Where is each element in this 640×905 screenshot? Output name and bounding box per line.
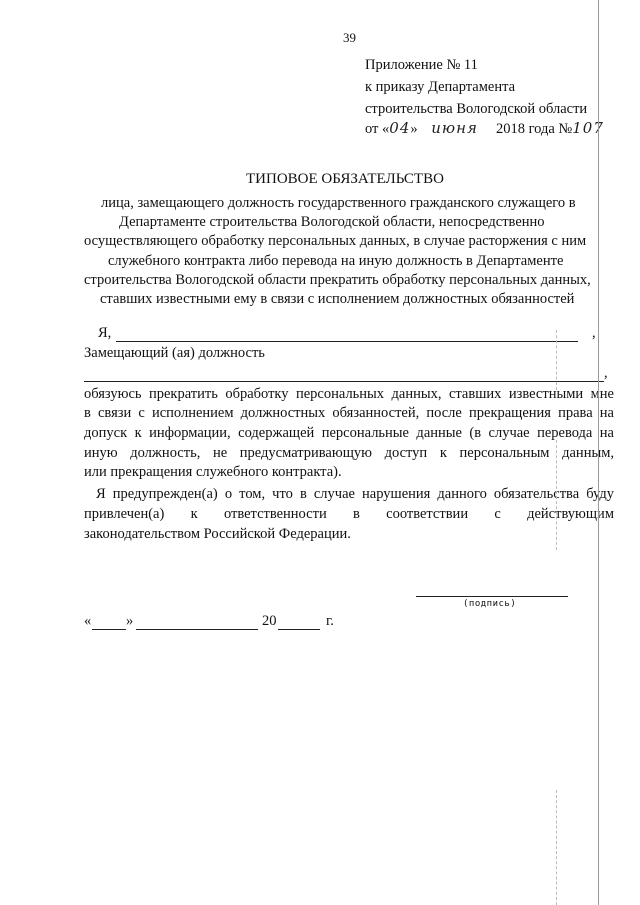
position-field-comma: , (604, 365, 608, 381)
appendix-department-line: строительства Вологодской области (365, 101, 588, 117)
i-label: Я, (98, 325, 112, 341)
position-label: Замещающий (ая) должность (84, 345, 265, 361)
subtitle-line: служебного контракта либо перевода на иную должность в Департаменте (108, 253, 564, 269)
date-close-quote: » (126, 613, 134, 629)
subtitle-line: строительства Вологодской области прекратить обработку персональных данных, (84, 272, 591, 288)
handwritten-order-number: 107 (572, 119, 604, 137)
document-title: ТИПОВОЕ ОБЯЗАТЕЛЬСТВО (246, 171, 444, 187)
date-year-prefix: 20 (262, 613, 277, 629)
handwritten-month: июня (431, 119, 478, 137)
scan-artifact-line (556, 790, 557, 905)
subtitle-line: лица, замещающего должность государственного гражданского служащего в (101, 195, 576, 211)
name-field-line[interactable] (116, 341, 578, 342)
scan-artifact-line (556, 330, 557, 390)
date-day-line[interactable] (92, 629, 126, 630)
scan-artifact-line (556, 440, 557, 550)
paragraph-line: привлечен(а) к ответственности в соответствии с действующим (84, 506, 614, 522)
date-quote-close: » (410, 121, 418, 137)
year-text: 2018 года № (495, 121, 573, 137)
paragraph-line: законодательством Российской Федерации. (84, 526, 351, 542)
position-field-line[interactable] (84, 381, 604, 382)
subtitle-line: осуществляющего обработку персональных данных, в случае расторжения с ним (84, 233, 587, 249)
paragraph-line: Я предупрежден(а) о том, что в случае нарушения данного обязательства буду (96, 486, 614, 502)
paragraph-line: или прекращения служебного контракта). (84, 464, 342, 480)
scan-border-line (598, 0, 599, 905)
subtitle-line: ставших известными ему в связи с исполнением должностных обязанностей (100, 291, 575, 307)
appendix-order-line: к приказу Департамента (365, 79, 516, 95)
paragraph-line: обязуюсь прекратить обработку персональных данных, ставших известными мне (84, 386, 614, 402)
date-open-quote: « (84, 613, 92, 629)
paragraph-line: допуск к информации, содержащей персональные данные (в случае перевода на (84, 425, 614, 441)
appendix-date-line (365, 119, 604, 138)
date-month-line[interactable] (136, 629, 258, 630)
signature-line[interactable] (416, 596, 568, 597)
subtitle-line: Департаменте строительства Вологодской области, непосредственно (119, 214, 545, 230)
signature-caption: (подпись) (463, 599, 517, 609)
handwritten-day: 04 (389, 119, 411, 137)
name-field-comma: , (592, 325, 596, 341)
appendix-number: Приложение № 11 (365, 57, 478, 73)
page-number: 39 (343, 30, 356, 45)
paragraph-line: в связи с исполнением должностных обязанностей, после прекращения права на (84, 405, 614, 421)
date-year-line[interactable] (278, 629, 320, 630)
date-year-suffix: г. (326, 613, 334, 629)
date-prefix: от « (365, 121, 390, 137)
paragraph-line: иную должность, не предусматривающую доступ к персональным данным, (84, 445, 614, 461)
